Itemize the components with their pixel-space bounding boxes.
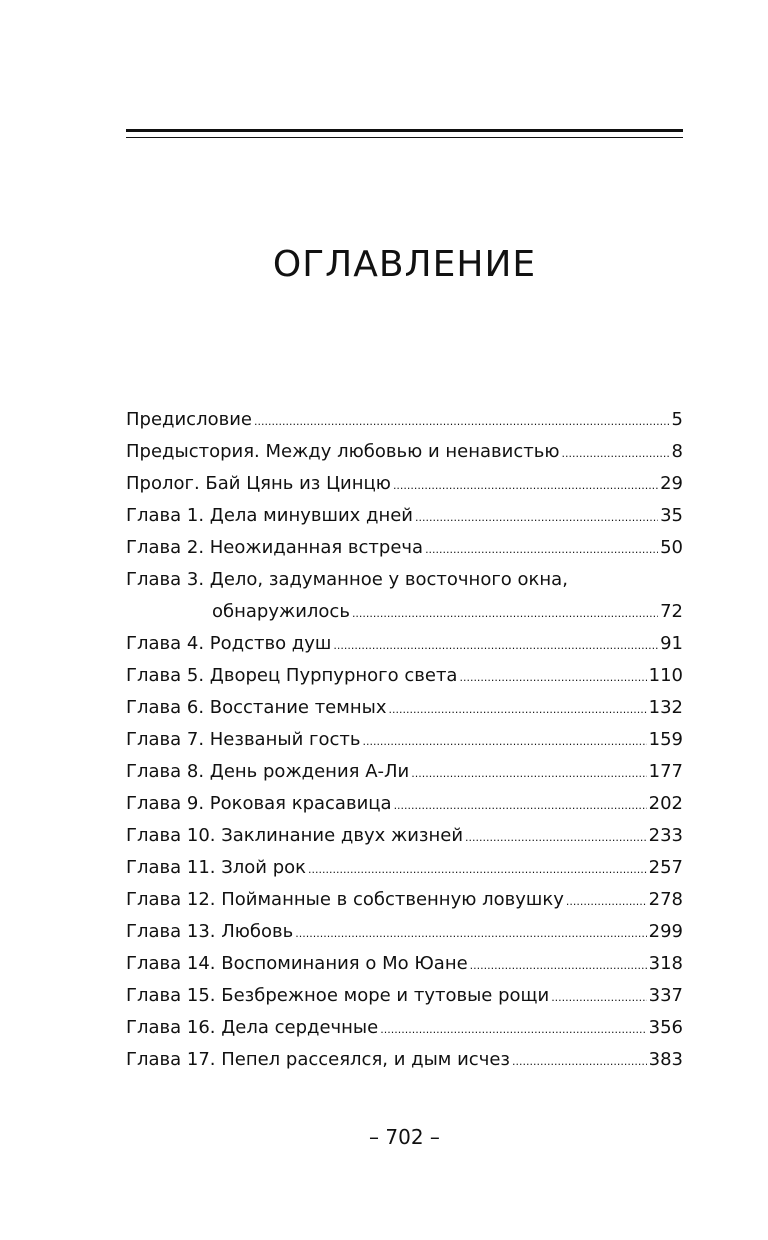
toc-entry-page: 278 <box>648 889 683 910</box>
toc-entry-page: 110 <box>648 665 683 686</box>
toc-entry[interactable] <box>126 436 683 468</box>
dot-leader <box>352 598 658 630</box>
toc-entry-label: Глава 10. Заклинание двух жизней <box>126 825 464 846</box>
toc-entry-label: Глава 17. Пепел рассеялся, и дым исчез <box>126 1049 510 1070</box>
toc-entry[interactable] <box>126 1012 683 1044</box>
toc-entry-page: 29 <box>660 473 683 494</box>
toc-entry[interactable] <box>126 980 683 1012</box>
page-number: – 702 – <box>369 1125 440 1149</box>
dot-leader <box>562 438 670 470</box>
page-title: ОГЛАВЛЕНИЕ <box>272 244 537 285</box>
toc-entry-page: 383 <box>648 1049 683 1070</box>
toc-entry-page: 8 <box>671 441 683 462</box>
toc-entry-label-continued: обнаружилось <box>212 601 350 622</box>
toc-entry-label: Предыстория. Между любовью и ненавистью <box>126 441 560 462</box>
dot-leader <box>459 662 646 694</box>
toc-entry-label: Глава 2. Неожиданная встреча <box>126 537 424 558</box>
dot-leader <box>380 1014 646 1046</box>
toc-entry-label: Глава 11. Злой рок <box>126 857 307 878</box>
table-of-contents <box>126 404 683 1076</box>
toc-entry-label: Глава 16. Дела сердечные <box>126 1017 379 1038</box>
toc-entry-page: 233 <box>648 825 683 846</box>
toc-entry[interactable] <box>126 660 683 692</box>
toc-entry-page: 5 <box>671 409 683 430</box>
toc-entry[interactable] <box>126 468 683 500</box>
dot-leader <box>295 918 646 950</box>
toc-entry-label: Глава 9. Роковая красавица <box>126 793 392 814</box>
dot-leader <box>254 406 670 438</box>
toc-entry[interactable] <box>126 532 683 564</box>
toc-entry-page: 202 <box>648 793 683 814</box>
dot-leader <box>415 502 658 534</box>
dot-leader <box>394 790 647 822</box>
dot-leader <box>362 726 646 758</box>
toc-entry-label: Глава 7. Незваный гость <box>126 729 361 750</box>
toc-entry-label: Пролог. Бай Цянь из Цинцю <box>126 473 391 494</box>
toc-entry-label: Глава 4. Родство душ <box>126 633 332 654</box>
toc-entry[interactable] <box>126 564 683 628</box>
toc-entry-label: Глава 12. Пойманные в собственную ловушку <box>126 889 564 910</box>
toc-entry-page: 177 <box>648 761 683 782</box>
toc-entry-page: 91 <box>660 633 683 654</box>
toc-entry[interactable] <box>126 756 683 788</box>
toc-entry-label: Глава 13. Любовь <box>126 921 294 942</box>
toc-entry[interactable] <box>126 916 683 948</box>
dot-leader <box>425 534 658 566</box>
toc-entry-label: Глава 14. Воспоминания о Мо Юане <box>126 953 468 974</box>
toc-entry[interactable] <box>126 820 683 852</box>
toc-entry[interactable] <box>126 628 683 660</box>
toc-entry[interactable] <box>126 692 683 724</box>
toc-entry[interactable] <box>126 884 683 916</box>
toc-entry-page: 159 <box>648 729 683 750</box>
toc-entry-label: Глава 3. Дело, задуманное у восточного окна, <box>126 569 568 590</box>
toc-entry[interactable] <box>126 948 683 980</box>
dot-leader <box>393 470 658 502</box>
toc-entry-page: 72 <box>660 601 683 622</box>
dot-leader <box>465 822 647 854</box>
toc-entry-label: Глава 15. Безбрежное море и тутовые рощи <box>126 985 550 1006</box>
toc-entry-page: 318 <box>648 953 683 974</box>
header-rule-thin <box>126 137 683 138</box>
toc-entry-label: Глава 8. День рождения А-Ли <box>126 761 410 782</box>
toc-entry-page: 299 <box>648 921 683 942</box>
toc-entry-page: 356 <box>648 1017 683 1038</box>
toc-entry[interactable] <box>126 724 683 756</box>
header-rule-thick <box>126 129 683 132</box>
toc-entry[interactable] <box>126 852 683 884</box>
dot-leader <box>411 758 646 790</box>
dot-leader <box>308 854 647 886</box>
dot-leader <box>566 886 647 918</box>
toc-entry[interactable] <box>126 1044 683 1076</box>
toc-entry[interactable] <box>126 788 683 820</box>
toc-entry-label: Глава 6. Восстание темных <box>126 697 387 718</box>
toc-entry-label: Глава 5. Дворец Пурпурного света <box>126 665 458 686</box>
toc-entry-label: Глава 1. Дела минувших дней <box>126 505 413 526</box>
dot-leader <box>512 1046 647 1078</box>
toc-entry-label: Предисловие <box>126 409 252 430</box>
toc-entry-page: 35 <box>660 505 683 526</box>
dot-leader <box>470 950 647 982</box>
toc-entry-page: 337 <box>648 985 683 1006</box>
dot-leader <box>388 694 646 726</box>
toc-entry[interactable] <box>126 404 683 436</box>
toc-entry-page: 50 <box>660 537 683 558</box>
toc-entry[interactable] <box>126 500 683 532</box>
toc-entry-page: 132 <box>648 697 683 718</box>
dot-leader <box>333 630 658 662</box>
dot-leader <box>551 982 646 1014</box>
toc-entry-page: 257 <box>648 857 683 878</box>
